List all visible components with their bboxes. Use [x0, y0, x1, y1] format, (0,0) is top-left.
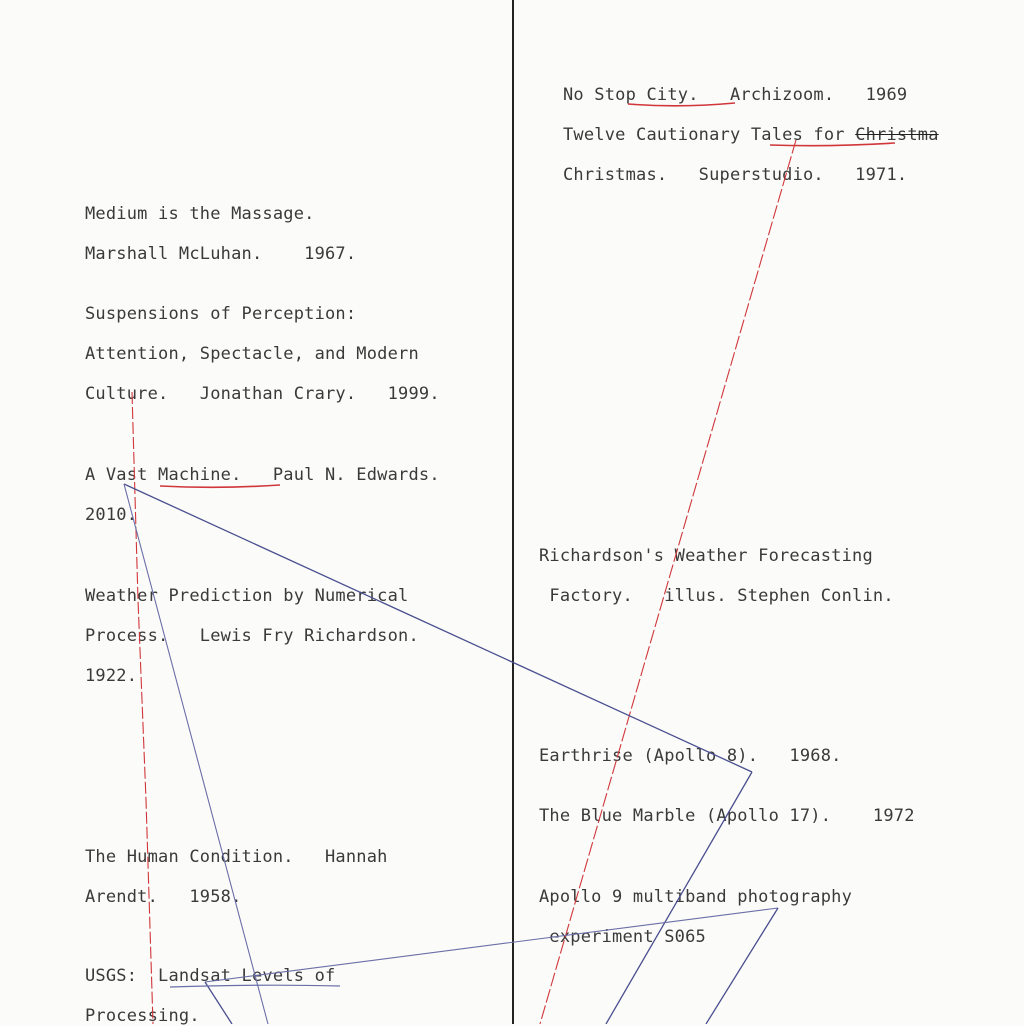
entry-twelve-tales-line-2: Christmas. Superstudio. 1971. [563, 165, 908, 185]
blue-line-apollo9-down [706, 908, 778, 1024]
entry-suspensions-line-2: Attention, Spectacle, and Modern [85, 344, 419, 364]
entry-weather-prediction-line-2: Process. Lewis Fry Richardson. [85, 626, 419, 646]
red-line-left-vertical [132, 392, 153, 1024]
entry-apollo-9-line-2: experiment S065 [539, 927, 706, 947]
entry-medium-is-the-massage-title: Medium is the Massage. [85, 204, 315, 224]
blue-line-usgs-down [205, 982, 232, 1024]
entry-richardson-factory-line-2: Factory. illus. Stephen Conlin. [539, 586, 894, 606]
entry-human-condition-line-2: Arendt. 1958. [85, 887, 242, 907]
entry-vast-machine-line-2: 2010. [85, 505, 138, 525]
entry-apollo-9-line-1: Apollo 9 multiband photography [539, 887, 853, 907]
entry-medium-is-the-massage-author: Marshall McLuhan. 1967. [85, 244, 357, 264]
entry-twelve-tales-line-1-row [563, 125, 939, 145]
red-underline-vast-machine [160, 485, 280, 487]
blue-line-vast-down [124, 484, 268, 1024]
entry-weather-prediction-line-3: 1922. [85, 666, 138, 686]
entry-blue-marble: The Blue Marble (Apollo 17). 1972 [539, 806, 915, 826]
entry-weather-prediction-line-1: Weather Prediction by Numerical [85, 586, 409, 606]
entry-suspensions-line-1: Suspensions of Perception: [85, 304, 357, 324]
entry-human-condition-line-1: The Human Condition. Hannah [85, 847, 388, 867]
entry-richardson-factory-line-1: Richardson's Weather Forecasting [539, 546, 873, 566]
entry-suspensions-line-3: Culture. Jonathan Crary. 1999. [85, 384, 440, 404]
column-divider [512, 0, 514, 1024]
entry-vast-machine-line-1: A Vast Machine. Paul N. Edwards. [85, 465, 440, 485]
entry-twelve-tales-line-1: Twelve Cautionary Tales for [563, 125, 856, 145]
entry-usgs-line-2: Processing. [85, 1006, 200, 1026]
entry-no-stop-city: No Stop City. Archizoom. 1969 [563, 85, 908, 105]
entry-twelve-tales-struck: Christma [855, 125, 939, 145]
entry-earthrise: Earthrise (Apollo 8). 1968. [539, 746, 842, 766]
entry-usgs-line-1: USGS: Landsat Levels of [85, 966, 336, 986]
